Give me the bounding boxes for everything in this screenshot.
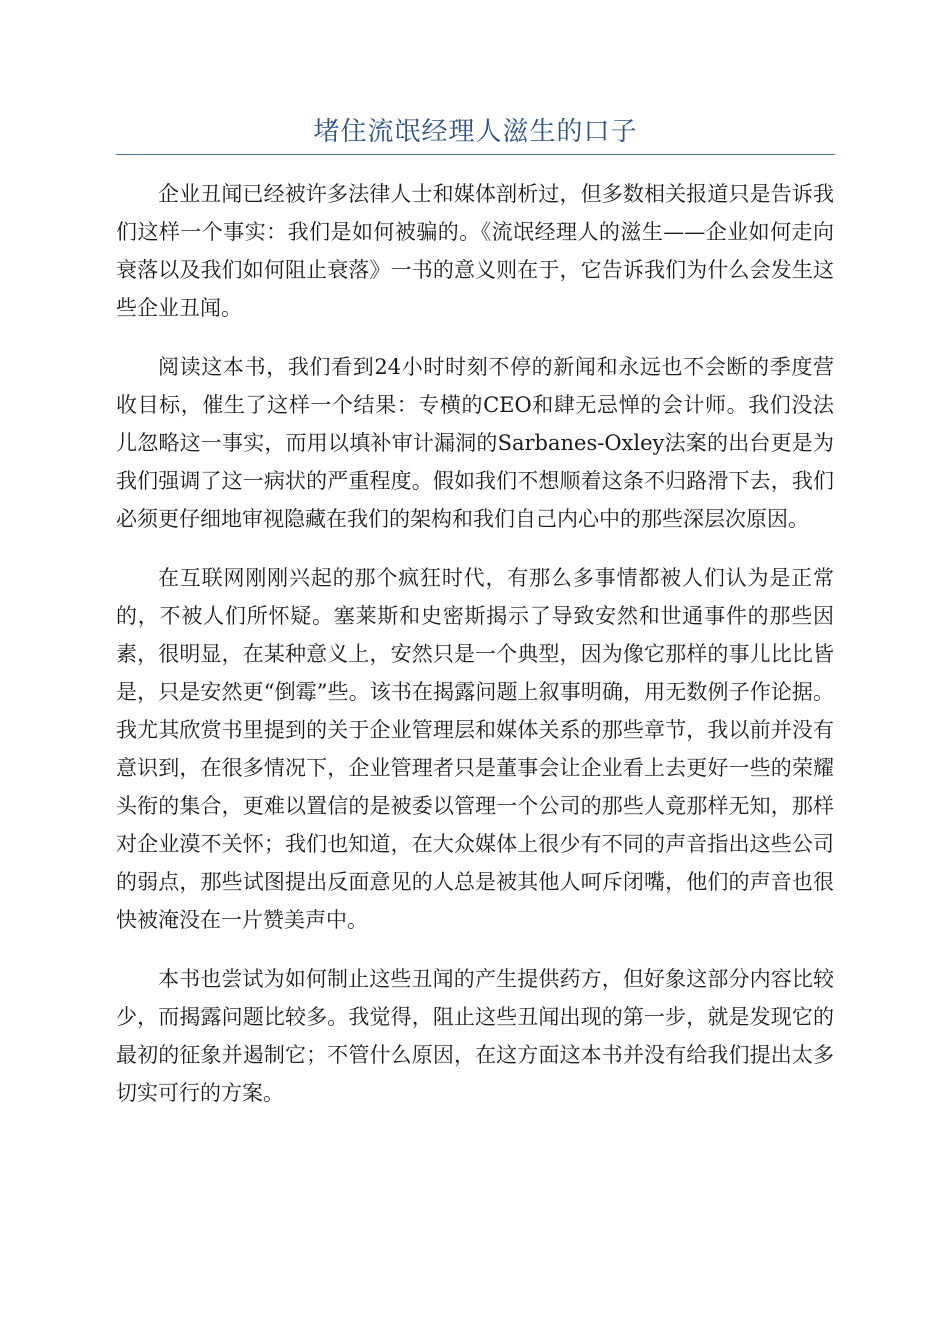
document-title: 堵住流氓经理人滋生的口子 bbox=[313, 117, 638, 147]
paragraph: 阅读这本书，我们看到24小时时刻不停的新闻和永远也不会断的季度营收目标，催生了这样一个结果：专横的CEO和肆无忌惮的会计师。我们没法儿忽略这一事实，而用以填补审计漏洞的Sarbanes-Oxley法案的出台更是为我们强调了这一病状的严重程度。假如我们不想顺着这条不归路滑下去，我们必须更仔细地审视隐藏在我们的架构和我们自己内心中的那些深层次原因。 bbox=[116, 355, 834, 531]
title-underline bbox=[116, 154, 835, 155]
paragraph: 企业丑闻已经被许多法律人士和媒体剖析过，但多数相关报道只是告诉我们这样一个事实：我们是如何被骗的。《流氓经理人的滋生——企业如何走向衰落以及我们如何阻止衰落》一书的意义则在于，它告诉我们为什么会发生这些企业丑闻。 bbox=[116, 182, 834, 320]
paragraph: 在互联网刚刚兴起的那个疯狂时代，有那么多事情都被人们认为是正常的，不被人们所怀疑。塞莱斯和史密斯揭示了导致安然和世通事件的那些因素，很明显，在某种意义上，安然只是一个典型，因为像它那样的事儿比比皆是，只是安然更“倒霉”些。该书在揭露问题上叙事明确，用无数例子作论据。我尤其欣赏书里提到的关于企业管理层和媒体关系的那些章节，我以前并没有意识到，在很多情况下，企业管理者只是董事会让企业看上去更好一些的荣耀头衔的集合，更难以置信的是被委以管理一个公司的那些人竟那样无知，那样对企业漠不关怀；我们也知道，在大众媒体上很少有不同的声音指出这些公司的弱点，那些试图提出反面意见的人总是被其他人呵斥闭嘴，他们的声音也很快被淹没在一片赞美声中。 bbox=[116, 566, 834, 932]
document-body bbox=[116, 175, 834, 1133]
paragraph: 本书也尝试为如何制止这些丑闻的产生提供药方，但好象这部分内容比较少，而揭露问题比较多。我觉得，阻止这些丑闻出现的第一步，就是发现它的最初的征象并遏制它；不管什么原因，在这方面这本书并没有给我们提出太多切实可行的方案。 bbox=[116, 967, 834, 1105]
